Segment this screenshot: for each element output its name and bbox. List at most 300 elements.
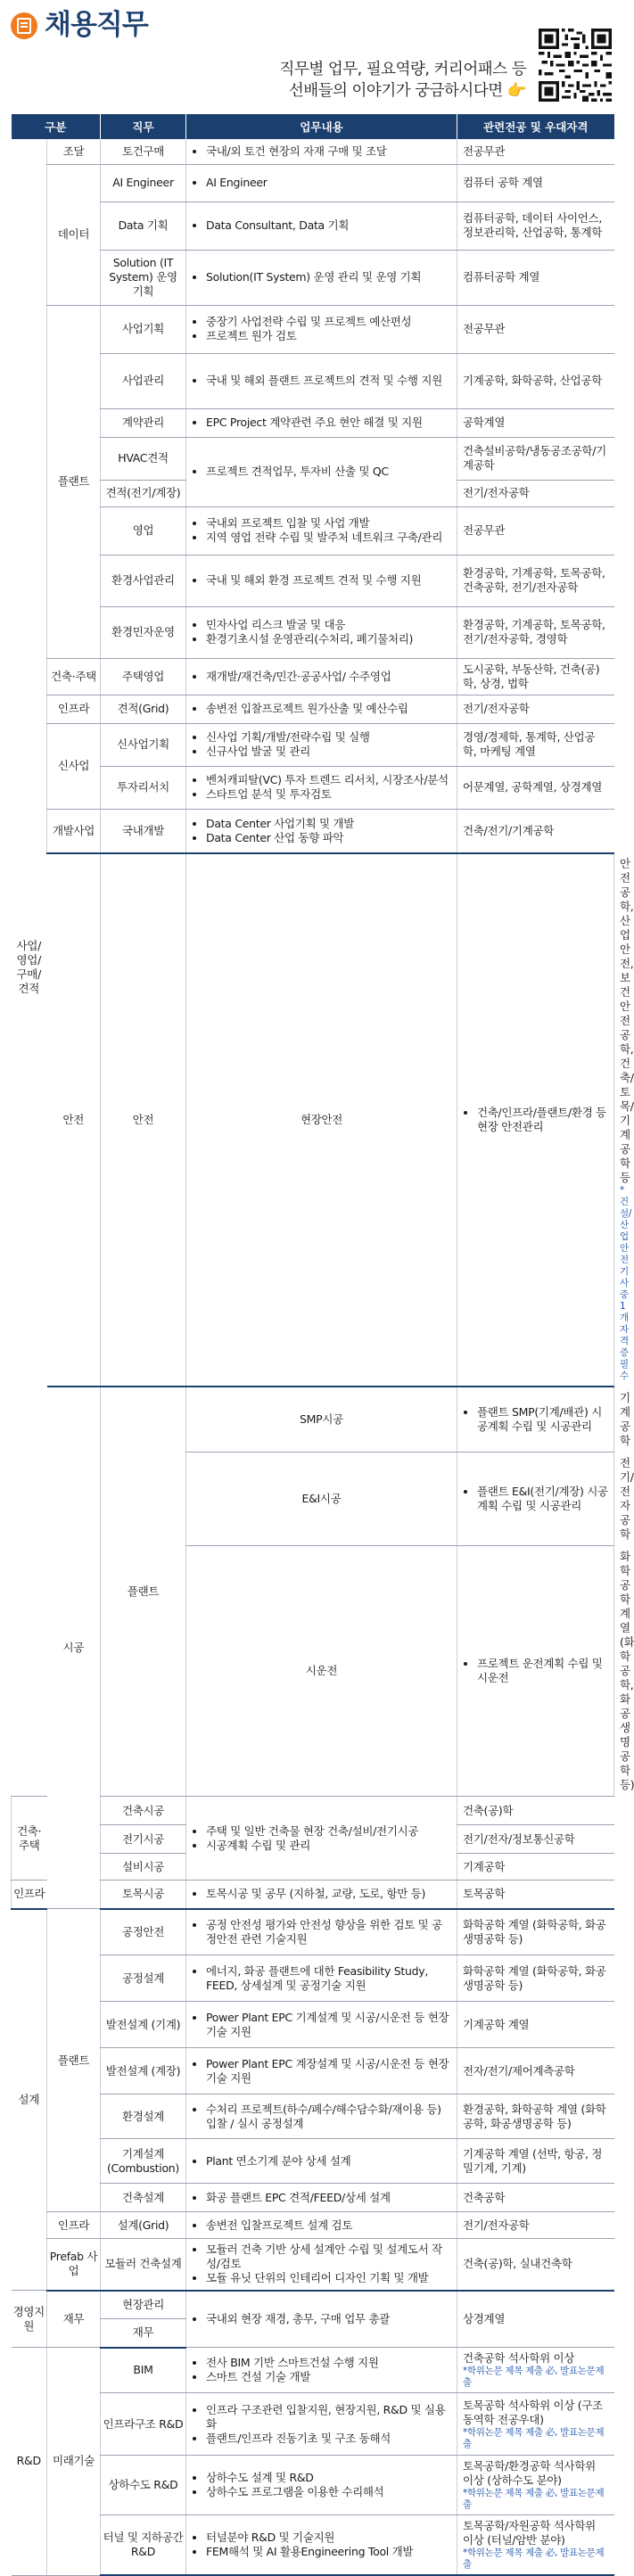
task-item: • 벤처캐피탈(VC) 투자 트렌드 리서치, 시장조사/분석 — [206, 773, 451, 787]
task-list — [192, 1918, 451, 1946]
major-cell — [457, 2348, 614, 2393]
task-cell — [186, 164, 457, 202]
job-cell: 환경사업관리 — [101, 555, 186, 606]
major-text: 토목공학/자원공학 석사학위 이상 (터널/암반 분야) — [463, 2519, 596, 2547]
task-cell — [186, 506, 457, 555]
job-cell: 터널 및 지하공간 R&D — [101, 2515, 186, 2576]
task-cell — [186, 2291, 457, 2348]
task-cell — [186, 437, 457, 506]
intro-text — [280, 59, 526, 102]
task-cell — [186, 408, 457, 437]
table-row — [12, 809, 614, 853]
task-list — [192, 218, 451, 233]
task-item: • 신사업 기획/개발/전략수립 및 실행 — [206, 730, 451, 745]
task-list — [192, 670, 451, 684]
task-item: • EPC Project 계약관련 주요 현안 해결 및 지원 — [206, 416, 451, 430]
requirement-note: *학위논문 제목 제출 必, 발표논문제출 — [463, 2547, 605, 2570]
job-cell: 설계(Grid) — [101, 2212, 186, 2239]
subcategory-cell: 미래기술 — [47, 2348, 101, 2576]
job-cell: Data 기획 — [101, 202, 186, 250]
major-text: 건축(공)학 — [463, 1803, 514, 1817]
major-cell — [457, 2393, 614, 2456]
major-cell — [457, 2291, 614, 2348]
major-cell — [457, 353, 614, 408]
major-text: 화학공학 계열 (화학공학, 화공생명공학 등) — [463, 1963, 606, 1992]
task-item: • 국내외 현장 재경, 총무, 구매 업무 총괄 — [206, 2312, 451, 2326]
table-row — [12, 723, 614, 766]
major-cell — [457, 480, 614, 506]
subcategory-cell: 안전 — [101, 853, 186, 1387]
task-list — [463, 1657, 608, 1685]
task-list — [463, 1106, 608, 1134]
major-text: 도시공학, 부동산학, 건축(공)학, 상경, 법학 — [463, 662, 600, 690]
task-item: • AI Engineer — [206, 176, 451, 190]
job-cell: 환경민자운영 — [101, 606, 186, 658]
task-list — [192, 2218, 451, 2233]
major-text: 공학계열 — [463, 416, 506, 429]
major-cell — [457, 2212, 614, 2239]
major-text: 컴퓨터공학 계열 — [463, 270, 540, 284]
task-list — [463, 1405, 608, 1434]
subcategory-cell: Prefab 사업 — [47, 2239, 101, 2291]
job-cell: HVAC견적 — [101, 437, 186, 480]
task-list — [192, 2356, 451, 2384]
task-item: • Data Consultant, Data 기획 — [206, 218, 451, 233]
task-cell — [186, 2212, 457, 2239]
task-cell — [186, 250, 457, 305]
job-cell: SMP시공 — [186, 1387, 457, 1453]
major-cell — [457, 202, 614, 250]
subcategory-cell: 조달 — [47, 139, 101, 164]
subcategory-cell: 인프라 — [47, 2212, 101, 2239]
jobs-table — [11, 114, 634, 2576]
column-header: 관련전공 및 우대자격 — [457, 114, 614, 139]
task-item: • 플랜트 SMP(기계/배관) 시공계획 수립 및 시공관리 — [477, 1405, 608, 1434]
major-cell — [457, 164, 614, 202]
task-item: • 에너지, 화공 플랜트에 대한 Feasibility Study, FEED, 상세설계 및 공정기술 지원 — [206, 1964, 451, 1993]
task-item: • 프로젝트 원가 검토 — [206, 329, 451, 343]
subcategory-cell: 신사업 — [47, 723, 101, 809]
major-cell — [457, 766, 614, 809]
major-text: 전기/전자공학 — [463, 702, 530, 715]
job-cell: 사업기획 — [101, 305, 186, 353]
task-item: • 플랜트/인프라 진동기초 및 구조 동해석 — [206, 2432, 451, 2446]
job-cell: 영업 — [101, 506, 186, 555]
major-cell — [457, 1854, 614, 1881]
task-list — [192, 1887, 451, 1901]
table-row — [12, 766, 614, 809]
job-cell: 재무 — [101, 2319, 186, 2348]
task-cell — [186, 305, 457, 353]
requirement-note: *학위논문 제목 제출 必, 발표논문제출 — [463, 2366, 605, 2388]
task-item: • 스마트 건설 기술 개발 — [206, 2370, 451, 2384]
job-cell: Solution (IT System) 운영 기획 — [101, 250, 186, 305]
table-row — [12, 2515, 614, 2576]
task-item: • 전사 BIM 기반 스마트건설 수행 지원 — [206, 2356, 451, 2370]
task-cell — [186, 2048, 457, 2095]
task-item: • 상하수도 프로그램을 이용한 수리해석 — [206, 2485, 451, 2499]
category-cell: 안전 — [47, 853, 101, 1387]
task-list — [192, 270, 451, 284]
task-item: • 국내외 프로젝트 입찰 및 사업 개발 — [206, 516, 451, 531]
task-list — [192, 2531, 451, 2559]
task-cell — [186, 555, 457, 606]
task-cell — [186, 658, 457, 695]
task-list — [192, 2191, 451, 2205]
subcategory-cell: 플랜트 — [47, 305, 101, 658]
subcategory-cell: 플랜트 — [47, 1909, 101, 2212]
job-cell: 신사업기획 — [101, 723, 186, 766]
task-item: • 환경기초시설 운영관리(수처리, 폐기물처리) — [206, 632, 451, 646]
job-cell: 현장안전 — [186, 853, 457, 1387]
major-text: 전공무관 — [463, 523, 506, 537]
task-item: • 인프라 구조관련 입찰지원, 현장지원, R&D 및 실용화 — [206, 2403, 451, 2432]
major-cell — [457, 695, 614, 723]
task-cell — [186, 2456, 457, 2515]
category-cell: 시공 — [47, 1387, 101, 1909]
column-header: 직무 — [101, 114, 186, 139]
major-text: 컴퓨터 공학 계열 — [463, 176, 543, 189]
task-item: • 지역 영업 전략 수립 및 발주처 네트워크 구축/관리 — [206, 531, 451, 545]
category-cell: R&D — [12, 2348, 47, 2576]
task-item: • 송변전 입찰프로젝트 설계 검토 — [206, 2218, 451, 2233]
task-cell — [457, 1453, 614, 1546]
major-cell — [457, 1881, 614, 1909]
task-list — [192, 465, 451, 479]
table-row — [12, 139, 614, 164]
table-row — [12, 606, 614, 658]
task-list — [192, 730, 451, 759]
major-text: 전자/전기/제어계측공학 — [463, 2063, 575, 2078]
major-text: 전기/전자/정보통신공학 — [463, 1831, 575, 1846]
task-list — [192, 2057, 451, 2086]
major-cell — [457, 723, 614, 766]
table-row — [12, 506, 614, 555]
task-list — [192, 516, 451, 545]
task-cell — [457, 1546, 614, 1797]
task-list — [192, 2403, 451, 2446]
requirement-note: *학위논문 제목 제출 必, 발표논문제출 — [463, 2488, 605, 2510]
task-item: • 국내/외 토건 현장의 자재 구매 및 조달 — [206, 144, 451, 159]
major-cell — [457, 658, 614, 695]
major-text: 안전공학, 산업안전, 보건안전공학, 건축/토목/기계공학 등 — [620, 857, 634, 1184]
task-list — [192, 2471, 451, 2499]
table-row — [12, 2393, 614, 2456]
job-cell: 공정안전 — [101, 1909, 186, 1955]
subcategory-cell: 건축·주택 — [47, 658, 101, 695]
task-item: • 민자사업 리스크 발굴 및 대응 — [206, 618, 451, 632]
task-item: • Power Plant EPC 기계설계 및 시공/시운전 등 현장 기술 지원 — [206, 2011, 451, 2039]
task-cell — [457, 1387, 614, 1453]
subcategory-cell: 플랜트 — [101, 1387, 186, 1797]
job-cell: 사업관리 — [101, 353, 186, 408]
job-cell: 환경설계 — [101, 2095, 186, 2139]
major-cell — [457, 139, 614, 164]
major-cell — [457, 506, 614, 555]
major-cell — [457, 809, 614, 853]
task-list — [192, 1824, 451, 1853]
table-row — [12, 2212, 614, 2239]
major-text: 기계공학, 화학공학, 산업공학 — [463, 374, 602, 387]
category-cell: 경영지원 — [12, 2291, 47, 2348]
major-text: 전공무관 — [463, 144, 506, 158]
task-item: • 플랜트 E&I(전기/계장) 시공계획 수립 및 시공관리 — [477, 1485, 608, 1513]
major-text: 토목공학/환경공학 석사학위 이상 (상하수도 분야) — [463, 2459, 596, 2487]
major-cell — [457, 606, 614, 658]
major-text: 환경공학, 기계공학, 토목공학, 전기/전자공학, 경영학 — [463, 618, 605, 646]
major-text: 전기/전자공학 — [620, 1456, 634, 1541]
job-cell: 현장관리 — [101, 2291, 186, 2319]
task-item: • 송변전 입찰프로젝트 원가산출 및 예산수립 — [206, 702, 451, 716]
major-text: 건축/전기/기계공학 — [463, 823, 555, 837]
job-cell: 모듈러 건축설계 — [101, 2239, 186, 2291]
subcategory-cell: 인프라 — [47, 695, 101, 723]
task-item: • 신규사업 발굴 및 관리 — [206, 745, 451, 759]
intro-line-1: 직무별 업무, 필요역량, 커리어패스 등 — [279, 61, 526, 78]
task-cell — [186, 2393, 457, 2456]
table-row — [12, 2095, 614, 2139]
major-text: 토목공학 — [463, 1887, 506, 1901]
task-list — [192, 702, 451, 716]
major-text: 건축공학 석사학위 이상 — [463, 2351, 575, 2365]
table-row — [12, 2139, 614, 2184]
major-cell — [457, 1909, 614, 1955]
subcategory-cell: 재무 — [47, 2291, 101, 2348]
task-cell — [186, 2095, 457, 2139]
table-row — [12, 1881, 614, 1909]
subcategory-cell: 개발사업 — [47, 809, 101, 853]
major-cell — [457, 1955, 614, 2002]
pointing-hand-icon: 👉 — [506, 82, 526, 100]
table-header — [12, 114, 614, 139]
task-cell — [186, 2002, 457, 2048]
major-cell — [457, 2002, 614, 2048]
job-cell: 시운전 — [186, 1546, 457, 1797]
task-list — [192, 374, 451, 388]
table-row — [12, 1955, 614, 2002]
major-cell — [457, 1825, 614, 1854]
major-cell — [457, 2139, 614, 2184]
job-cell: 건축시공 — [101, 1797, 186, 1825]
job-cell: 공정설계 — [101, 1955, 186, 2002]
task-list — [463, 1485, 608, 1513]
task-list — [192, 176, 451, 190]
category-cell: 설계 — [12, 1909, 47, 2291]
subcategory-cell: 데이터 — [47, 164, 101, 305]
task-item: • 재개발/재건축/민간·공공사업/ 수주영업 — [206, 670, 451, 684]
major-cell — [457, 408, 614, 437]
major-cell — [457, 305, 614, 353]
task-item: • 건축/인프라/플랜트/환경 등 현장 안전관리 — [477, 1106, 608, 1134]
job-cell: 발전설계 (계장) — [101, 2048, 186, 2095]
task-cell — [186, 766, 457, 809]
task-item: • 스타트업 분석 및 투자검토 — [206, 787, 451, 802]
task-cell — [186, 1955, 457, 2002]
major-cell — [457, 250, 614, 305]
major-cell — [457, 437, 614, 480]
table-row — [12, 1387, 614, 1453]
major-text: 환경공학, 화학공학 계열 (화학공학, 화공생명공학 등) — [463, 2102, 606, 2130]
major-cell — [457, 2239, 614, 2291]
job-cell: BIM — [101, 2348, 186, 2393]
job-cell: 토목시공 — [101, 1881, 186, 1909]
task-cell — [186, 139, 457, 164]
task-cell — [186, 606, 457, 658]
major-text: 건축공학 — [463, 2190, 506, 2204]
job-cell: 건축설계 — [101, 2184, 186, 2212]
major-text: 전기/전자공학 — [463, 2218, 530, 2232]
job-cell: 계약관리 — [101, 408, 186, 437]
table-row: 안전 안전 현장안전 • 건축/인프라/플랜트/환경 등 현장 안전관리 안전공학, 산업안전, 보건안전공학, 건축/토목/기계공학 등 *건설/산업안전기사 중 1개 자격증 필수 — [12, 853, 614, 1387]
task-cell — [186, 353, 457, 408]
major-text: 기계공학 계열 — [463, 2017, 530, 2031]
task-item: • 터널분야 R&D 및 기술지원 — [206, 2531, 451, 2545]
requirement-note: *학위논문 제목 제출 必, 발표논문제출 — [463, 2426, 605, 2449]
major-text: 컴퓨터공학, 데이터 사이언스, 정보관리학, 산업공학, 통계학 — [463, 211, 602, 239]
task-list — [192, 1964, 451, 1993]
task-cell — [186, 1797, 457, 1881]
task-list — [192, 2011, 451, 2039]
major-text: 기계공학 — [620, 1391, 630, 1447]
task-cell — [186, 2184, 457, 2212]
header — [0, 0, 624, 114]
task-cell — [186, 809, 457, 853]
task-item: • 화공 플랜트 EPC 견적/FEED/상세 설계 — [206, 2191, 451, 2205]
major-cell — [457, 1797, 614, 1825]
job-cell: 인프라구조 R&D — [101, 2393, 186, 2456]
job-cell: E&I시공 — [186, 1453, 457, 1546]
subcategory-cell: 인프라 — [12, 1881, 47, 1909]
task-cell — [186, 202, 457, 250]
major-text: 어문계열, 공학계열, 상경계열 — [463, 780, 602, 794]
task-list — [192, 573, 451, 588]
table-row — [12, 2048, 614, 2095]
major-text: 건축설비공학/냉동공조공학/기계공학 — [463, 444, 606, 472]
major-cell — [457, 2095, 614, 2139]
task-cell — [186, 695, 457, 723]
major-text: 토목공학 석사학위 이상 (구조동역학 전공우대) — [463, 2398, 603, 2426]
task-cell — [186, 2239, 457, 2291]
category-cell: 사업/영업/구매/견적 — [12, 139, 47, 1797]
task-cell — [186, 1881, 457, 1909]
task-item: • 중장기 사업전략 수립 및 프로젝트 예산편성 — [206, 315, 451, 329]
task-cell — [186, 2139, 457, 2184]
task-item: • Solution(IT System) 운영 관리 및 운영 기획 — [206, 270, 451, 284]
task-cell — [186, 2515, 457, 2576]
table-row — [12, 250, 614, 305]
task-item: • 토목시공 및 공무 (지하철, 교량, 도로, 항만 등) — [206, 1887, 451, 1901]
task-item: • 모듈러 건축 기반 상세 설계안 수립 및 설계도서 작성/검토 — [206, 2243, 451, 2271]
job-cell: 견적(Grid) — [101, 695, 186, 723]
document-icon — [11, 12, 37, 39]
page-title: 채용직무 — [45, 9, 148, 41]
major-text: 기계공학 — [463, 1859, 506, 1873]
task-item: • 주택 및 일반 건축물 현장 건축/설비/전기시공 — [206, 1824, 451, 1839]
major-text: 화학공학 계열 (화학공학, 화공생명공학 등) — [620, 1550, 634, 1791]
task-item: • 국내 및 해외 환경 프로젝트 견적 및 수행 지원 — [206, 573, 451, 588]
task-list — [192, 416, 451, 430]
task-list — [192, 2103, 451, 2131]
task-item: • FEM해석 및 AI 활용Engineering Tool 개발 — [206, 2545, 451, 2559]
task-item: • 수처리 프로젝트(하수/폐수/해수담수화/재이용 등) 입찰 / 실시 공정설계 — [206, 2103, 451, 2131]
table-row — [12, 658, 614, 695]
major-cell — [457, 2456, 614, 2515]
task-item: • 프로젝트 운전계획 수립 및 시운전 — [477, 1657, 608, 1685]
job-cell: 기계설계 (Combustion) — [101, 2139, 186, 2184]
qr-code-icon[interactable] — [539, 29, 612, 102]
intro-line-2: 선배들의 이야기가 궁금하시다면 — [288, 82, 503, 100]
major-text: 전기/전자공학 — [463, 486, 530, 499]
table-row — [12, 437, 614, 480]
job-cell: 상하수도 R&D — [101, 2456, 186, 2515]
table-row — [12, 1797, 614, 1825]
task-item: • Data Center 사업기획 및 개발 — [206, 817, 451, 831]
task-list — [192, 2154, 451, 2169]
task-item: • 프로젝트 견적업무, 투자비 산출 및 QC — [206, 465, 451, 479]
task-item: • 공정 안전성 평가와 안전성 향상을 위한 검토 및 공정안전 관련 기술지원 — [206, 1918, 451, 1946]
task-list — [192, 2312, 451, 2326]
job-cell: AI Engineer — [101, 164, 186, 202]
task-item: • Plant 연소기계 분야 상세 설계 — [206, 2154, 451, 2169]
major-cell — [457, 2184, 614, 2212]
major-cell — [457, 2515, 614, 2576]
task-item: • Power Plant EPC 계장설계 및 시공/시운전 등 현장 기술 지원 — [206, 2057, 451, 2086]
job-cell: 국내개발 — [101, 809, 186, 853]
table-row — [12, 2239, 614, 2291]
job-cell: 주택영업 — [101, 658, 186, 695]
table-row — [12, 2002, 614, 2048]
job-cell: 발전설계 (기계) — [101, 2002, 186, 2048]
major-text: 경영/경제학, 통계학, 산업공학, 마케팅 계열 — [463, 730, 596, 758]
major-text: 건축(공)학, 실내건축학 — [463, 2257, 572, 2271]
table-row — [12, 202, 614, 250]
task-item: • 국내 및 해외 플랜트 프로젝트의 견적 및 수행 지원 — [206, 374, 451, 388]
task-cell — [186, 2348, 457, 2393]
table-row — [12, 408, 614, 437]
table-row — [12, 2184, 614, 2212]
job-cell: 전기시공 — [101, 1825, 186, 1854]
task-list — [192, 144, 451, 159]
task-cell — [186, 723, 457, 766]
table-row — [12, 2456, 614, 2515]
major-text: 상경계열 — [463, 2311, 506, 2325]
major-text: 기계공학 계열 (선박, 항공, 정밀기계, 기계) — [463, 2146, 603, 2175]
column-header: 업무내용 — [186, 114, 457, 139]
major-text: 환경공학, 기계공학, 토목공학, 건축공학, 전기/전자공학 — [463, 566, 605, 594]
table-row — [12, 1909, 614, 1955]
table-row — [12, 305, 614, 353]
table-row — [12, 695, 614, 723]
table-row — [12, 2348, 614, 2393]
task-item: • 상하수도 설계 및 R&D — [206, 2471, 451, 2485]
job-cell: 투자리서치 — [101, 766, 186, 809]
subcategory-cell: 건축·주택 — [12, 1797, 47, 1881]
major-text: 화학공학 계열 (화학공학, 화공생명공학 등) — [463, 1917, 606, 1946]
major-text: 전공무관 — [463, 322, 506, 335]
task-item: • 시공계획 수립 및 관리 — [206, 1839, 451, 1853]
task-list — [192, 773, 451, 802]
table-row — [12, 353, 614, 408]
table-row — [12, 555, 614, 606]
task-list — [192, 2243, 451, 2285]
task-list — [192, 315, 451, 343]
job-cell: 견적(전기/계장) — [101, 480, 186, 506]
task-cell — [457, 853, 614, 1387]
task-list — [192, 618, 451, 646]
task-item: • 모듈 유닛 단위의 인테리어 디자인 기획 및 개발 — [206, 2271, 451, 2285]
major-cell — [457, 2048, 614, 2095]
task-cell — [186, 1909, 457, 1955]
